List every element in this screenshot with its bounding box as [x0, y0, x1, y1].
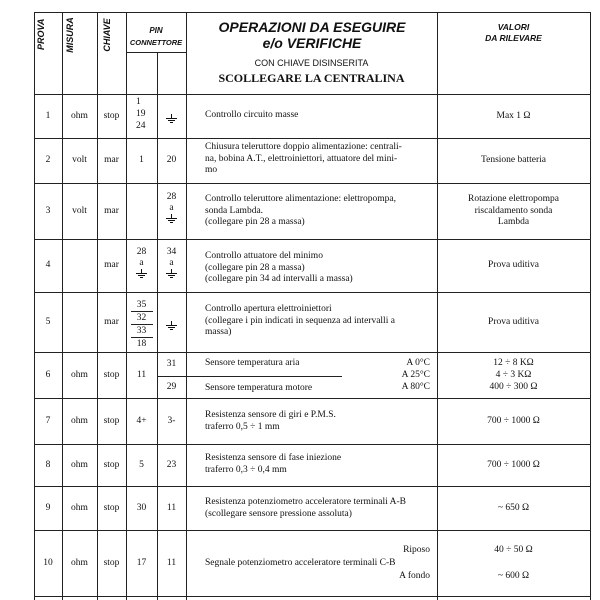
- row4-op-line: (collegare pin 34 ad intervalli a massa): [205, 274, 353, 284]
- row1-pin: 19: [136, 109, 146, 119]
- row10-prova: 10: [43, 557, 53, 568]
- row4-op-line: Controllo attuatore del minimo: [205, 251, 323, 261]
- row1-op: Controllo circuito masse: [205, 110, 299, 120]
- row6-misura: ohm: [71, 369, 88, 380]
- row6-pin-a: 11: [136, 369, 147, 380]
- row10-chiave: stop: [103, 557, 120, 568]
- row3-op-line: (collegare pin 28 a massa): [205, 217, 305, 227]
- grid-line: [34, 596, 591, 597]
- row10-pin-b: 11: [166, 557, 177, 568]
- row9-misura: ohm: [71, 502, 88, 513]
- row10-valore: 40 ÷ 50 Ω: [494, 545, 533, 555]
- ground-icon: [166, 269, 177, 278]
- row6-temp: A 0°C: [406, 358, 430, 368]
- row8-pin-a: 5: [139, 459, 144, 470]
- ground-icon: [166, 321, 177, 330]
- row10-pin-a: 17: [136, 557, 147, 568]
- ground-icon: [166, 214, 177, 223]
- row5-pin: 33: [136, 326, 147, 336]
- row2-prova: 2: [45, 155, 51, 165]
- ground-icon: [136, 269, 147, 278]
- row7-op-line: Resistenza sensore di giri e P.M.S.: [205, 410, 336, 420]
- row8-prova: 8: [45, 459, 51, 470]
- row7-op-line: traferro 0,5 ÷ 1 mm: [205, 421, 280, 432]
- row2-op-line: mo: [205, 165, 218, 175]
- row2-chiave: mar: [104, 155, 119, 165]
- row2-op-line: na, bobina A.T., elettroiniettori, attuatore del mini-: [205, 153, 398, 164]
- row9-prova: 9: [45, 502, 51, 513]
- header-misura: MISURA: [65, 17, 75, 53]
- row5-chiave: mar: [104, 316, 119, 327]
- row7-valore: 700 ÷ 1000 Ω: [487, 415, 540, 426]
- row3-valore: riscaldamento sonda: [474, 205, 553, 216]
- row4-chiave: mar: [104, 260, 119, 270]
- row7-pin-a: 4+: [136, 415, 147, 426]
- header-prova: PROVA: [36, 18, 46, 50]
- row6-valore: 4 ÷ 3 KΩ: [495, 370, 532, 380]
- row1-chiave: stop: [103, 110, 120, 121]
- header-operazioni: OPERAZIONI DA ESEGUIRE: [218, 19, 406, 35]
- row4-pin-b: 34: [166, 247, 177, 257]
- row6-temp: A 80°C: [401, 382, 430, 392]
- grid-line: [34, 12, 591, 13]
- row7-pin-b: 3-: [167, 415, 176, 426]
- row2-pin-a: 1: [139, 155, 144, 165]
- row4-pin-a: 28: [136, 247, 147, 257]
- row8-valore: 700 ÷ 1000 Ω: [487, 459, 540, 470]
- row9-pin-a: 30: [136, 502, 147, 513]
- row1-pin: 24: [136, 121, 146, 131]
- row2-pin-b: 20: [166, 155, 177, 165]
- row5-valore: Prova uditiva: [488, 316, 539, 327]
- row1-valore: Max 1 Ω: [496, 110, 531, 121]
- row9-pin-b: 11: [166, 502, 177, 513]
- header-verifiche: e/o VERIFICHE: [262, 35, 362, 51]
- grid-line: [186, 12, 187, 600]
- row6-valore: 12 ÷ 8 KΩ: [493, 358, 534, 368]
- header-valori: VALORI: [497, 22, 530, 32]
- grid-line: [590, 12, 591, 600]
- row4-pin-a: a: [139, 258, 144, 268]
- row5-op-line: (collegare i pin indicati in sequenza ad intervalli a: [205, 315, 395, 326]
- row5-prova: 5: [45, 316, 51, 327]
- row10-valore: ~ 600 Ω: [497, 571, 530, 581]
- header-pin: PIN: [149, 26, 163, 35]
- row9-valore: ~ 650 Ω: [497, 502, 530, 513]
- row10-op-line: Segnale potenziometro acceleratore terminali C-B: [205, 558, 396, 568]
- row10-riposo: Riposo: [403, 545, 430, 555]
- row8-chiave: stop: [103, 459, 120, 470]
- row5-op-line: Controllo apertura elettroiniettori: [205, 304, 332, 314]
- ground-icon: [166, 114, 177, 123]
- row3-op-line: Controllo teleruttore alimentazione: elettropompa,: [205, 194, 396, 204]
- row3-valore: Lambda: [497, 217, 530, 227]
- row1-pin: 1: [136, 97, 141, 107]
- row4-prova: 4: [45, 260, 51, 270]
- row6-pin-b-bottom: 29: [166, 381, 177, 392]
- row6-prova: 6: [45, 369, 51, 380]
- row7-misura: ohm: [71, 415, 88, 426]
- row3-chiave: mar: [104, 205, 119, 216]
- row9-op-line: Resistenza potenziometro acceleratore terminali A-B: [205, 497, 406, 507]
- row9-op-line: (scollegare sensore pressione assoluta): [205, 508, 352, 519]
- intro-line2: SCOLLEGARE LA CENTRALINA: [218, 71, 405, 85]
- row6-temp: A 25°C: [401, 370, 430, 380]
- row8-op-line: Resistenza sensore di fase iniezione: [205, 453, 342, 463]
- row8-op-line: traferro 0,3 ÷ 0,4 mm: [205, 464, 287, 475]
- row3-misura: volt: [72, 205, 87, 216]
- header-rilevare: DA RILEVARE: [485, 33, 542, 43]
- row7-chiave: stop: [103, 415, 120, 426]
- row9-chiave: stop: [103, 502, 120, 513]
- header-connettore: CONNETTORE: [129, 38, 183, 47]
- row3-op-line: sonda Lambda.: [205, 205, 264, 216]
- row6-valore: 400 ÷ 300 Ω: [489, 382, 538, 392]
- row5-pin: 32: [136, 313, 147, 323]
- row6-chiave: stop: [103, 369, 120, 380]
- row10-fondo: A fondo: [399, 571, 430, 581]
- grid-line: [126, 52, 186, 53]
- row4-pin-b: a: [169, 258, 174, 268]
- row5-pin: 35: [136, 300, 147, 310]
- row8-misura: ohm: [71, 459, 88, 470]
- row4-valore: Prova uditiva: [488, 260, 539, 270]
- row2-misura: volt: [72, 155, 87, 165]
- row1-prova: 1: [45, 110, 51, 121]
- row5-pin: 18: [136, 339, 147, 349]
- row1-misura: ohm: [71, 110, 88, 121]
- row3-valore: Rotazione elettropompa: [467, 194, 559, 204]
- row2-valore: Tensione batteria: [480, 155, 546, 165]
- row3-pin-b: a: [169, 203, 174, 213]
- row6-op-bottom: Sensore temperatura motore: [205, 383, 313, 393]
- row6-op-top: Sensore temperatura aria: [205, 358, 300, 368]
- row6-pin-b-top: 31: [166, 358, 177, 369]
- row2-op-line: Chiusura teleruttore doppio alimentazione: centrali-: [205, 142, 402, 152]
- intro-line1: CON CHIAVE DISINSERITA: [254, 58, 369, 68]
- row3-prova: 3: [45, 205, 51, 216]
- row8-pin-b: 23: [166, 459, 177, 470]
- row3-pin-b: 28: [166, 192, 177, 202]
- header-chiave: CHIAVE: [102, 18, 112, 52]
- row7-prova: 7: [45, 415, 51, 426]
- row4-op-line: (collegare pin 28 a massa): [205, 262, 305, 273]
- row5-op-line: massa): [205, 327, 232, 337]
- row10-misura: ohm: [71, 557, 88, 568]
